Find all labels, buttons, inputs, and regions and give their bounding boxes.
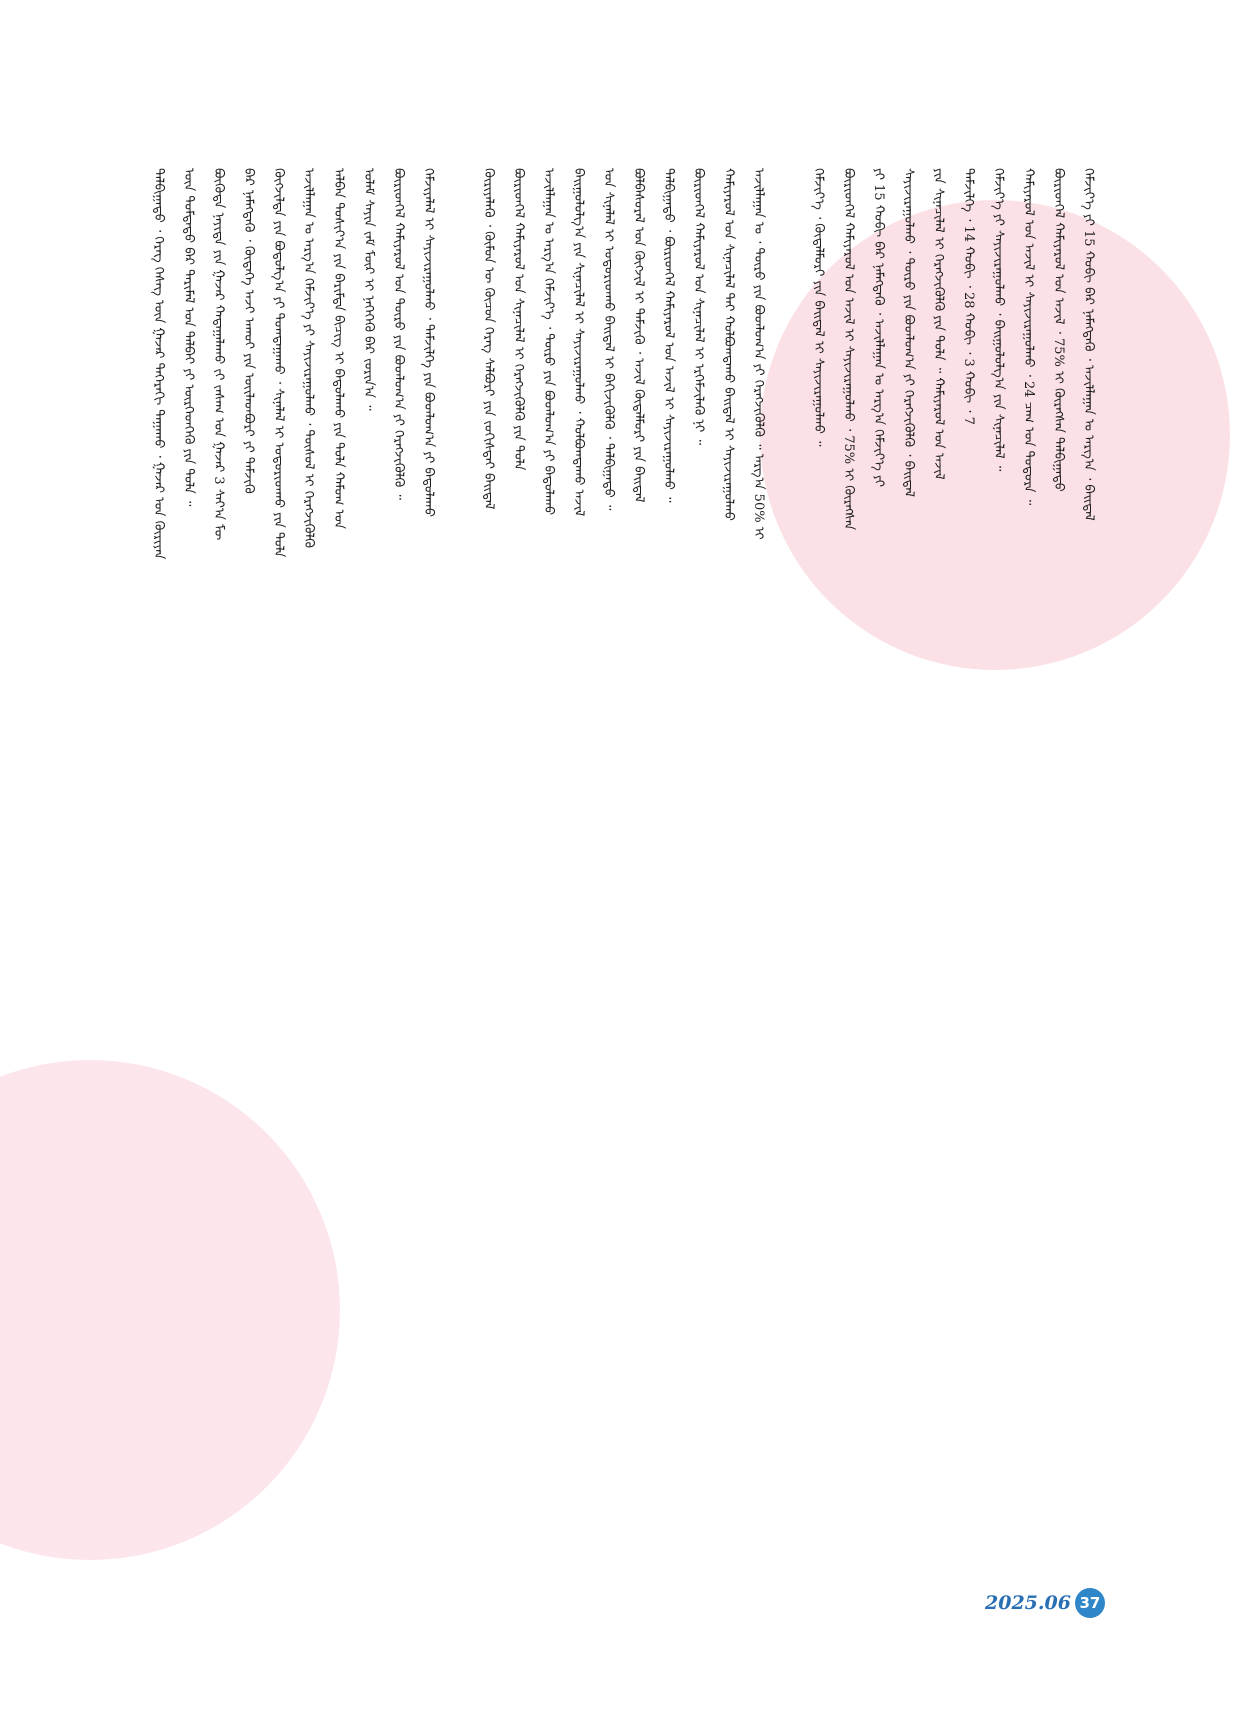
text-column-right (810, 168, 1110, 1516)
text-line: ᠬᠡᠮᠵᠢᠶ᠎ᠡ ᠶᠢ 15 ᠬᠤᠪᠢ ᠪᠠᠷ ᠨᠡᠮᠡᠭᠳᠡᠬᠦ ᠂ ᠠᠵᠢᠯᠯᠠᠭᠠᠨ ᠤ ᠠᠷᠭ᠎ᠠ ᠂ ᠪᠠᠢᠳᠠᠯ (1081, 168, 1096, 521)
text-line: ᠲᠠᠯᠪᠢᠭᠠᠳᠤ ᠂ ᠪᠦᠷᠢᠳᠬᠡᠯ ᠬᠠᠮᠢᠶᠠᠷᠤᠯ ᠤᠨ ᠠᠵᠢᠯ ᠢ ᠰᠠᠶᠢᠵᠢᠷᠠᠭᠤᠯᠬᠤ ᠃ (661, 168, 676, 503)
page-number: 37 (1075, 1588, 1105, 1618)
text-line: ᠠᠵᠢᠯᠯᠠᠭᠠᠨ ᠤ ᠂ ᠲᠥᠷᠥ ᠶᠢᠨ ᠪᠣᠳᠯᠣᠭ᠎ᠠ ᠶᠢ ᠬᠡᠷᠡᠭᠵᠢᠭᠦᠯᠬᠦ ᠃ ᠠᠷᠭ᠎ᠠ 50% ᠢ (751, 168, 766, 540)
text-line: ᠠᠯᠪᠠᠨ ᠲᠤᠰᠢᠶ᠎ᠠ ᠶᠢᠨ ᠪᠠᠷᠢᠮᠲᠠ ᠪᠢᠴᠢᠭ ᠢ ᠪᠠᠲᠤᠯᠠᠬᠤ ᠶᠢᠨ ᠲᠤᠯᠠ ᠬᠠᠮᠤᠭ ᠤᠨ (331, 168, 346, 529)
article-body (150, 168, 1105, 1516)
issue-date: 2025.06 (985, 1592, 1071, 1614)
text-line: ᠪᠦᠷᠢᠳᠬᠡᠯ ᠬᠠᠮᠢᠶᠠᠷᠤᠯ ᠤᠨ ᠰᠢᠨᠡᠴᠢᠯᠡᠯ ᠢ ᠬᠡᠷᠡᠭᠵᠢᠭᠦᠯᠬᠦ ᠶᠢᠨ ᠲᠤᠯᠠ (511, 168, 526, 471)
text-line: ᠶᠢᠨ ᠰᠢᠨᠡᠴᠢᠯᠡᠯ ᠢ ᠬᠡᠷᠡᠭᠵᠢᠭᠦᠯᠬᠦ ᠶᠢᠨ ᠲᠤᠯᠠ ᠃ ᠬᠠᠮᠢᠶᠠᠷᠤᠯ ᠤᠨ ᠠᠵᠢᠯ (931, 168, 946, 480)
text-line: ᠬᠠᠮᠢᠶᠠᠷᠤᠯ ᠤᠨ ᠠᠵᠢᠯ ᠢ ᠰᠠᠶᠢᠵᠢᠷᠠᠭᠤᠯᠬᠤ ᠂ 24 ᠴᠠᠭ ᠤᠨ ᠳᠣᠲᠣᠷᠠ ᠃ (1021, 168, 1036, 506)
text-line: ᠬᠥᠭᠵᠢᠯᠲᠡ ᠶᠢᠨ ᠪᠣᠳᠤᠯᠭ᠎ᠠ ᠶᠢ ᠲᠣᠭᠲᠠᠭᠠᠬᠤ ᠂ ᠰᠢᠨᠡᠯᠡᠯ ᠢ ᠤᠳᠤᠷᠢᠳᠬᠤ ᠶᠢᠨ ᠲᠤᠯᠠ (271, 168, 286, 558)
text-line: ᠬᠡᠮᠵᠢᠶ᠎ᠡ ᠶᠢ ᠰᠠᠶᠢᠵᠢᠷᠠᠭᠤᠯᠬᠤ ᠂ ᠪᠠᠢᠭᠤᠯᠤᠯᠭ᠎ᠠ ᠶᠢᠨ ᠰᠢᠨᠡᠴᠢᠯᠡᠯ ᠃ (991, 168, 1006, 472)
text-line: ᠪᠦᠷᠢᠳᠬᠡᠯ ᠬᠠᠮᠢᠶᠠᠷᠤᠯ ᠤᠨ ᠲᠥᠷᠥ ᠶᠢᠨ ᠪᠣᠳᠯᠣᠭ᠎ᠠ ᠶᠢ ᠬᠡᠷᠡᠭᠵᠢᠭᠦᠯᠬᠦ ᠃ (391, 168, 406, 500)
text-line: ᠠᠵᠢᠯᠯᠠᠭᠠᠨ ᠤ ᠠᠷᠭ᠎ᠠ ᠬᠡᠮᠵᠢᠶ᠎ᠡ ᠂ ᠲᠥᠷᠥ ᠶᠢᠨ ᠪᠣᠳᠯᠣᠭ᠎ᠠ ᠶᠢ ᠪᠠᠲᠤᠯᠠᠬᠤ (541, 168, 556, 516)
text-line: ᠰᠠᠶᠢᠵᠢᠷᠠᠭᠤᠯᠬᠤ ᠂ ᠲᠥᠷᠥ ᠶᠢᠨ ᠪᠣᠳᠯᠣᠭ᠎ᠠ ᠶᠢ ᠬᠡᠷᠡᠭᠵᠢᠭᠦᠯᠬᠦ ᠂ ᠪᠠᠢᠳᠠᠯ (901, 168, 916, 497)
text-line: ᠤᠨ ᠰᠢᠨᠡᠯᠡᠯ ᠢ ᠤᠳᠤᠷᠢᠳᠬᠤ ᠪᠠᠢᠳᠠᠯ ᠢ ᠪᠡᠬᠢᠵᠢᠭᠦᠯᠬᠦ ᠂ ᠲᠠᠯᠪᠢᠭᠠᠳᠤ ᠃ (601, 168, 616, 511)
text-line: ᠪᠦᠷᠢᠳᠬᠡᠯ ᠬᠠᠮᠢᠶᠠᠷᠤᠯ ᠤᠨ ᠠᠵᠢᠯ ᠂ 75% ᠢ ᠬᠦᠷᠡᠭᠰᠡᠨ ᠲᠠᠯᠪᠢᠭᠠᠳᠤ (1051, 168, 1066, 492)
text-line: ᠬᠦᠷᠢᠶᠡᠯᠡᠬᠦ ᠂ ᠬᠦᠮᠦᠨ ᠦ ᠬᠦᠴᠦᠨ ᠬᠡᠷᠡᠭ ᠰᠠᠯᠪᠤᠷᠢ ᠶᠢᠨ ᠵᠣᠬᠢᠰᠲᠠᠢ ᠪᠠᠢᠳᠠᠯ (481, 168, 496, 510)
text-line: ᠶᠢ 15 ᠬᠤᠪᠢ ᠪᠠᠷ ᠨᠡᠮᠡᠭᠳᠡᠬᠦ ᠂ ᠠᠵᠢᠯᠯᠠᠭᠠᠨ ᠤ ᠠᠷᠭ᠎ᠠ ᠬᠡᠮᠵᠢᠶ᠎ᠡ ᠶᠢ (871, 168, 886, 487)
text-line: ᠪᠠᠷ ᠨᠡᠮᠡᠭᠳᠡᠬᠦ ᠂ ᠬᠥᠳᠡᠭᠡ ᠠᠵᠢ ᠠᠬᠤᠢ ᠶᠢᠨ ᠦᠢᠯᠡᠳᠪᠦᠷᠢ ᠶᠢ ᠳᠡᠮᠵᠢᠬᠦ (241, 168, 256, 494)
text-line: ᠦᠨ ᠳᠤᠮᠳᠠᠳᠤ ᠪᠠᠷ ᠲᠠᠷᠢᠮᠠᠯ ᠤᠨ ᠲᠠᠯᠪᠠᠢ ᠶᠢ ᠥᠷᠭᠡᠳᠬᠡᠬᠦ ᠶᠢᠨ ᠲᠤᠯᠠ ᠃ (181, 168, 196, 507)
text-column-left (150, 168, 450, 1516)
text-line: ᠬᠡᠮᠵᠢᠶ᠎ᠡ ᠂ ᠬᠥᠳᠡᠯᠮᠦᠷᠢ ᠶᠢᠨ ᠪᠠᠢᠳᠠᠯ ᠢ ᠰᠠᠶᠢᠵᠢᠷᠠᠭᠤᠯᠬᠤ ᠃ (811, 168, 826, 447)
page-footer (985, 1588, 1105, 1618)
text-line: ᠳᠡᠮᠵᠢᠯᠭᠡ ᠂ 14 ᠬᠤᠪᠢ ᠂ 28 ᠬᠤᠪᠢ ᠂ 3 ᠬᠤᠪᠢ ᠂ 7 (961, 168, 976, 425)
text-line: ᠪᠦᠷᠢᠳᠬᠡᠯ ᠬᠠᠮᠢᠶᠠᠷᠤᠯ ᠤᠨ ᠠᠵᠢᠯ ᠢ ᠰᠠᠶᠢᠵᠢᠷᠠᠭᠤᠯᠬᠤ ᠂ 75% ᠢ ᠬᠦᠷᠡᠭᠰᠡᠨ (841, 168, 856, 531)
text-line: ᠪᠦᠭᠦᠳᠡ ᠨᠡᠶᠢᠲᠡ ᠶᠢᠨ ᠭᠠᠵᠠᠷ ᠬᠠᠳᠠᠭᠠᠯᠠᠬᠤ ᠵᠢ ᠵᠠᠰᠠᠭ ᠤᠨ ᠭᠠᠵᠠᠷ 3 ᠰᠠᠶ᠎ᠠ ᠮᠦ (211, 168, 226, 541)
text-line: ᠪᠦᠷᠢᠳᠬᠡᠯ ᠬᠠᠮᠢᠶᠠᠷᠤᠯ ᠤᠨ ᠰᠢᠨᠡᠴᠢᠯᠡᠯ ᠢ ᠡᠷᠭᠡᠮᠵᠢᠯᠡᠬᠦ ᠨᠢ ᠃ (691, 168, 706, 446)
text-line: ᠬᠠᠮᠢᠶᠠᠷᠤᠯ ᠤᠨ ᠰᠢᠨᠡᠴᠢᠯᠡᠯ ᠲᠡᠢ ᠬᠣᠯᠪᠣᠭᠳᠠᠬᠤ ᠪᠠᠢᠳᠠᠯ ᠢ ᠰᠠᠶᠢᠵᠢᠷᠠᠭᠤᠯᠬᠤ (721, 168, 736, 521)
text-line: ᠲᠠᠯᠪᠢᠭᠠᠳᠤ ᠂ ᠬᠡᠷᠡᠭ ᠬᠡᠰᠡᠭ ᠦᠨ ᠭᠠᠵᠠᠷ ᠳᠡᠭᠡᠷᠡᠬᠢ ᠳᠠᠭᠠᠬᠤ ᠂ ᠭᠠᠵᠠᠷ ᠤᠨ ᠬᠦᠷᠢᠶᠡᠨ (151, 168, 166, 560)
text-column-middle (480, 168, 780, 1516)
text-line: ᠪᠠᠢᠭᠤᠯᠤᠯᠭ᠎ᠠ ᠶᠢᠨ ᠰᠢᠨᠡᠴᠢᠯᠡᠯ ᠢ ᠰᠠᠶᠢᠵᠢᠷᠠᠭᠤᠯᠬᠤ ᠂ ᠬᠣᠯᠪᠣᠭᠳᠠᠬᠤ ᠠᠵᠢᠯ (571, 168, 586, 517)
text-line: ᠤᠯᠠᠮ ᠰᠠᠶᠢᠨ ᠵᠠᠮ ᠮᠥᠷ ᠢ ᠨᠡᠭᠡᠭᠡᠬᠦ ᠪᠠᠷ ᠵᠣᠷᠢᠨ᠎ᠠ ᠃ (361, 168, 376, 411)
text-line: ᠪᠣᠯᠪᠠᠰᠤᠷᠠᠯ ᠤᠨ ᠬᠥᠭᠵᠢᠯ ᠢ ᠳᠡᠮᠵᠢᠬᠦ ᠂ ᠠᠵᠢᠯ ᠬᠥᠳᠡᠯᠮᠦᠷᠢ ᠶᠢᠨ ᠪᠠᠢᠳᠠᠯ (631, 168, 646, 503)
text-line: ᠠᠵᠢᠯᠯᠠᠭᠠᠨ ᠤ ᠠᠷᠭ᠎ᠠ ᠬᠡᠮᠵᠢᠶ᠎ᠡ ᠶᠢ ᠰᠠᠶᠢᠵᠢᠷᠠᠭᠤᠯᠬᠤ ᠂ ᠲᠥᠰᠥᠯ ᠢ ᠬᠡᠷᠡᠭᠵᠢᠭᠦᠯᠬᠦ (301, 168, 316, 548)
text-line: ᠬᠡᠮᠵᠢᠶᠡᠯᠡᠯ ᠢ ᠰᠠᠶᠢᠵᠢᠷᠠᠭᠤᠯᠬᠤ ᠂ ᠳᠡᠮᠵᠢᠯᠭᠡ ᠶᠢᠨ ᠪᠣᠳᠯᠣᠭ᠎ᠠ ᠶᠢ ᠪᠠᠲᠤᠯᠠᠬᠤ (421, 168, 436, 518)
